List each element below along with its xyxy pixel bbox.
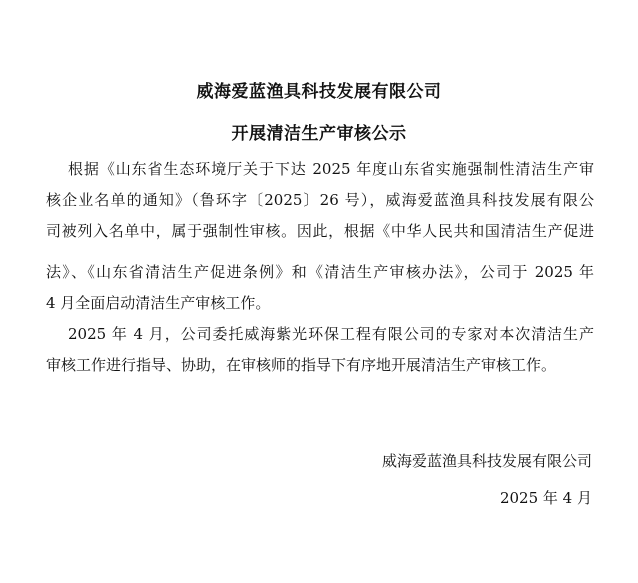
company-title: 威海爱蓝渔具科技发展有限公司: [196, 82, 442, 102]
signature-company: 威海爱蓝渔具科技发展有限公司: [381, 452, 592, 470]
notice-title: 开展清洁生产审核公示: [231, 124, 407, 144]
paragraph-2-line: 2025 年 4 月，公司委托威海紫光环保工程有限公司的专家对本次清洁生产: [68, 325, 594, 343]
paragraph-1-line: 根据《山东省生态环境厅关于下达 2025 年度山东省实施强制性清洁生产审: [68, 160, 594, 178]
paragraph-1-line: 核企业名单的通知》（鲁环字〔2025〕26 号），威海爱蓝渔具科技发展有限公: [46, 191, 594, 209]
paragraph-2-line: 审核工作进行指导、协助，在审核师的指导下有序地开展清洁生产审核工作。: [46, 356, 557, 374]
paragraph-1-line: 法》、《山东省清洁生产促进条例》和《清洁生产审核办法》，公司于 2025 年: [46, 263, 594, 281]
signature-date: 2025 年 4 月: [499, 489, 592, 507]
paragraph-1-line: 司被列入名单中，属于强制性审核。因此，根据《中华人民共和国清洁生产促进: [46, 222, 594, 240]
paragraph-1-line: 4 月全面启动清洁生产审核工作。: [46, 294, 271, 312]
